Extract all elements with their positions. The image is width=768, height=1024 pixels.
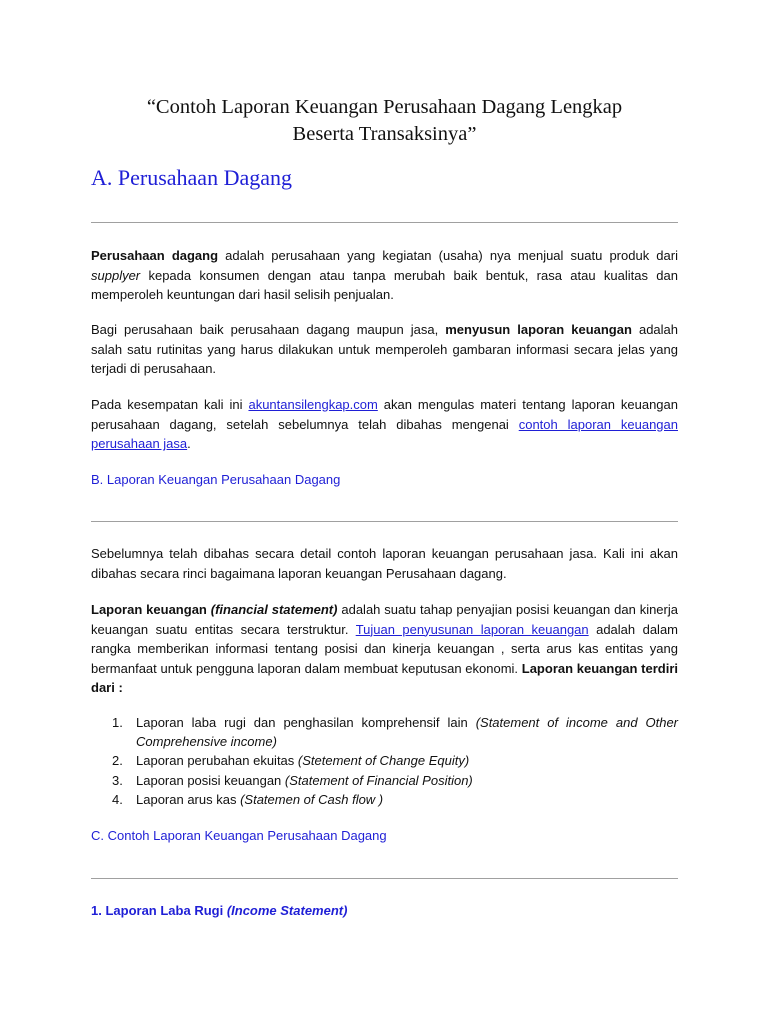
text-run: adalah salah satu rutinitas yang harus dilakukan untuk memperoleh gambaran informasi secara jelas yang terjadi di perusahaan. — [91, 322, 679, 376]
text-run: adalah perusahaan yang kegiatan (usaha) nya menjual suatu produk dari — [218, 248, 678, 263]
bold-term: Laporan Laba Rugi — [105, 903, 227, 918]
paragraph-sebelumnya: Sebelumnya telah dibahas secara detail contoh laporan keuangan perusahaan jasa. Kali ini akan dibahas secara rinci bagaimana laporan keuangan Perusahaan dagang. — [91, 546, 678, 581]
subsection-number: 1. — [91, 903, 106, 918]
paragraph-perusahaan-dagang — [91, 246, 678, 305]
list-item — [91, 713, 678, 751]
list-item — [91, 771, 678, 790]
list-number: 1. — [112, 715, 123, 730]
bold-term: Laporan keuangan terdiri dari : — [91, 660, 678, 695]
text-run: akan mengulas materi tentang laporan keuangan perusahaan dagang, setelah sebelumnya telah dibahas mengenai — [91, 397, 678, 432]
list-italic: (Statement of income and Other Comprehensive income) — [136, 715, 679, 750]
title-line-1: “Contoh Laporan Keuangan Perusahaan Dagang Lengkap — [146, 96, 623, 118]
divider — [91, 222, 678, 223]
list-text: Laporan perubahan ekuitas — [136, 753, 298, 769]
bold-term: Laporan keuangan — [91, 602, 211, 617]
section-b-heading: B. Laporan Keuangan Perusahaan Dagang — [91, 472, 341, 487]
list-text: Laporan laba rugi dan penghasilan komprehensif lain — [136, 715, 476, 730]
subsection-laba-rugi-heading — [91, 901, 347, 920]
section-c-heading: C. Contoh Laporan Keuangan Perusahaan Dagang — [91, 828, 387, 843]
text-run: adalah dalam rangka memberikan informasi tentang posisi dan kinerja keuangan , serta arus kas entitas yang bermanfaat untuk pengguna laporan dalam membuat keputusan ekonomi. — [91, 621, 678, 676]
paragraph-kesempatan — [91, 395, 678, 454]
paragraph-definisi-laporan — [91, 600, 678, 698]
list-number: 3. — [112, 772, 123, 788]
bold-term: Perusahaan dagang — [91, 248, 219, 263]
list-text: Laporan posisi keuangan — [136, 772, 285, 788]
link-akuntansilengkap[interactable]: akuntansilengkap.com — [248, 397, 378, 412]
list-item — [91, 790, 678, 809]
title-line-2: Beserta Transaksinya” — [292, 123, 477, 145]
section-a-heading: A. Perusahaan Dagang — [91, 165, 292, 190]
text-run: Bagi perusahaan baik perusahaan dagang maupun jasa, — [91, 322, 446, 337]
text-run: Pada kesempatan kali ini — [91, 397, 249, 412]
bold-italic-term: (Income Statement) — [226, 903, 348, 918]
list-italic: (Statemen of Cash flow ) — [240, 791, 384, 807]
list-item — [91, 751, 678, 770]
bold-italic-term: (financial statement) — [210, 602, 338, 617]
laporan-keuangan-list — [91, 713, 678, 809]
text-run: kepada konsumen dengan atau tanpa merubah baik bentuk, rasa atau kualitas dan memperoleh keuntungan dari hasil selisih penjualan. — [91, 267, 678, 302]
divider — [91, 878, 678, 879]
text-run: adalah suatu tahap penyajian posisi keuangan dan kinerja keuangan suatu entitas secara terstruktur. — [91, 602, 678, 637]
list-italic: (Stetement of Change Equity) — [297, 753, 470, 769]
paragraph-laporan-keuangan-intro — [91, 320, 678, 379]
document-title — [91, 94, 678, 148]
divider — [91, 521, 678, 522]
list-text: Laporan arus kas — [136, 791, 241, 807]
link-contoh-laporan-jasa[interactable]: contoh laporan keuangan perusahaan jasa — [91, 416, 678, 451]
text-run: . — [187, 436, 191, 451]
bold-term: menyusun laporan keuangan — [445, 322, 632, 337]
link-tujuan-penyusunan[interactable]: Tujuan penyusunan laporan keuangan — [355, 621, 589, 637]
list-italic: (Statement of Financial Position) — [284, 772, 473, 788]
italic-term: supplyer — [91, 267, 141, 283]
list-number: 4. — [112, 791, 123, 807]
list-number: 2. — [112, 753, 123, 769]
